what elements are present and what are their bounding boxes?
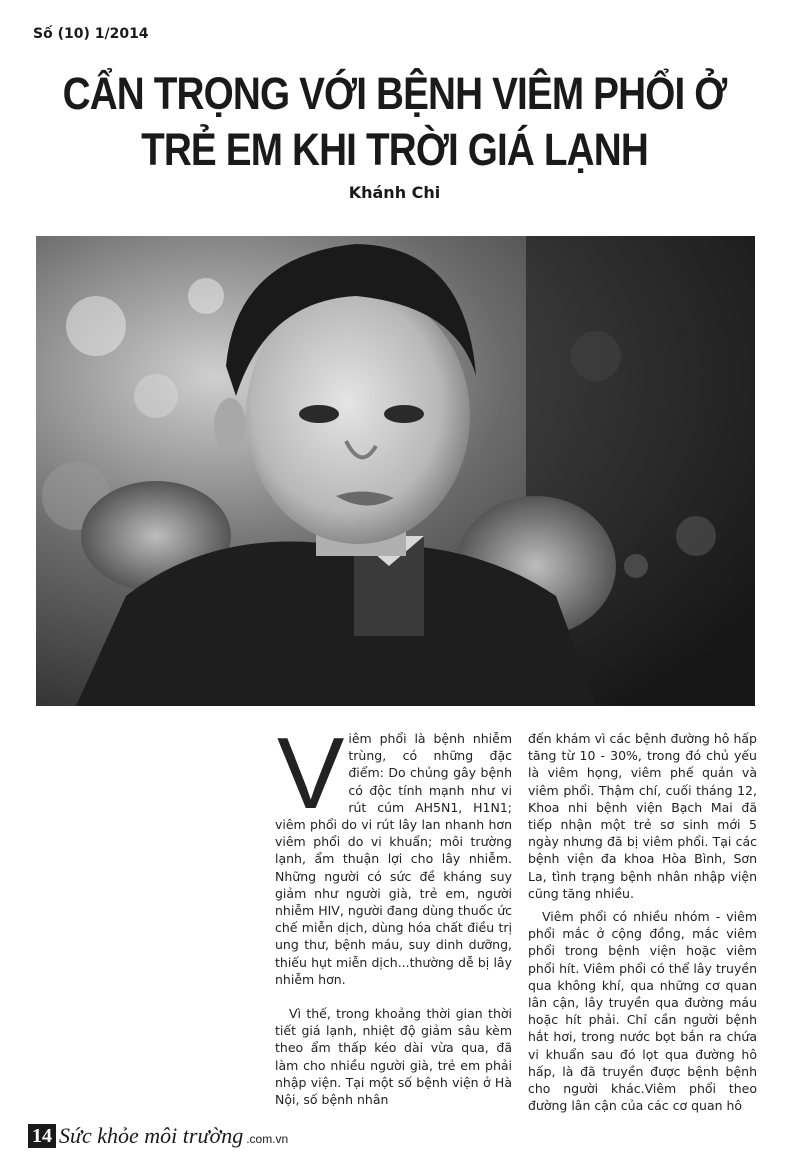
- child-portrait-image: [36, 236, 755, 706]
- page-number: 14: [28, 1124, 56, 1148]
- page-footer: [28, 1124, 288, 1148]
- title-line-1: CẨN TRỌNG VỚI BỆNH VIÊM PHỔI Ở: [62, 68, 727, 119]
- paragraph-4: Viêm phổi có nhiều nhóm - viêm phổi mắc ở cộng đồng, mắc viêm phổi trong bệnh viện hoặc viêm phổi hít. Viêm phổi có thể lây truyền qua không khí, qua những cơ quan lân cận, lây truyền qua đường máu hoặc hít phải. Chỉ cần người bệnh hắt hơi, trong nước bọt bắn ra chứa vi khuẩn sau đó lọt qua đường hô hấp, là đã truyền được bệnh bệnh cho người khác.Viêm phổi theo đường lân cận của các cơ quan hô: [528, 909, 757, 1114]
- magazine-logo: Sức khỏe môi trường: [59, 1123, 244, 1148]
- drop-cap: V: [277, 718, 345, 830]
- author-byline: Khánh Chi: [348, 183, 441, 202]
- article-title: [55, 66, 734, 178]
- article-column-1: [275, 718, 512, 1108]
- article-photo: [36, 236, 755, 706]
- issue-label: Số (10) 1/2014: [33, 26, 149, 42]
- article-column-2: [528, 730, 757, 1114]
- paragraph-3: đến khám vì các bệnh đường hô hấp tăng từ 10 - 30%, trong đó chủ yếu là viêm họng, viêm phế quản và viêm phổi. Thậm chí, cuối tháng 12, Khoa nhi bệnh viện Bạch Mai đã tiếp nhận một trẻ sơ sinh mới 5 ngày nhưng đã bị viêm phổi. Tại các bệnh viện đa khoa Hòa Bình, Sơn La, tình trạng bệnh nhân nhập viện cũng tăng nhiều.: [528, 731, 757, 901]
- paragraph-1: iêm phổi là bệnh nhiễm trùng, có những đặc điểm: Do chủng gây bệnh có độc tính mạnh như vi rút cúm AH5N1, H1N1; viêm phổi do vi rút lây lan nhanh hơn viêm phổi do vi khuẩn; môi trường lạnh, ẩm thuận lợi cho lây nhiễm. Những người có sức đề kháng suy giảm như người già, trẻ em, người nhiễm HIV, người đang dùng thuốc ức chế miễn dịch, dùng hóa chất điều trị ung thư, bệnh máu, suy dinh dưỡng, thiếu hụt miễn dịch...thường dễ bị lây nhiễm hơn.: [275, 731, 512, 987]
- paragraph-2: Vì thế, trong khoảng thời gian thời tiết giá lạnh, nhiệt độ giảm sâu kèm theo ẩm thấp kéo dài vừa qua, đã làm cho nhiều người già, trẻ em phải nhập viện. Tại một số bệnh viện ở Hà Nội, số bệnh nhân: [275, 1006, 512, 1108]
- website-domain: .com.vn: [246, 1132, 289, 1146]
- title-line-2: TRẺ EM KHI TRỜI GIÁ LẠNH: [141, 124, 648, 175]
